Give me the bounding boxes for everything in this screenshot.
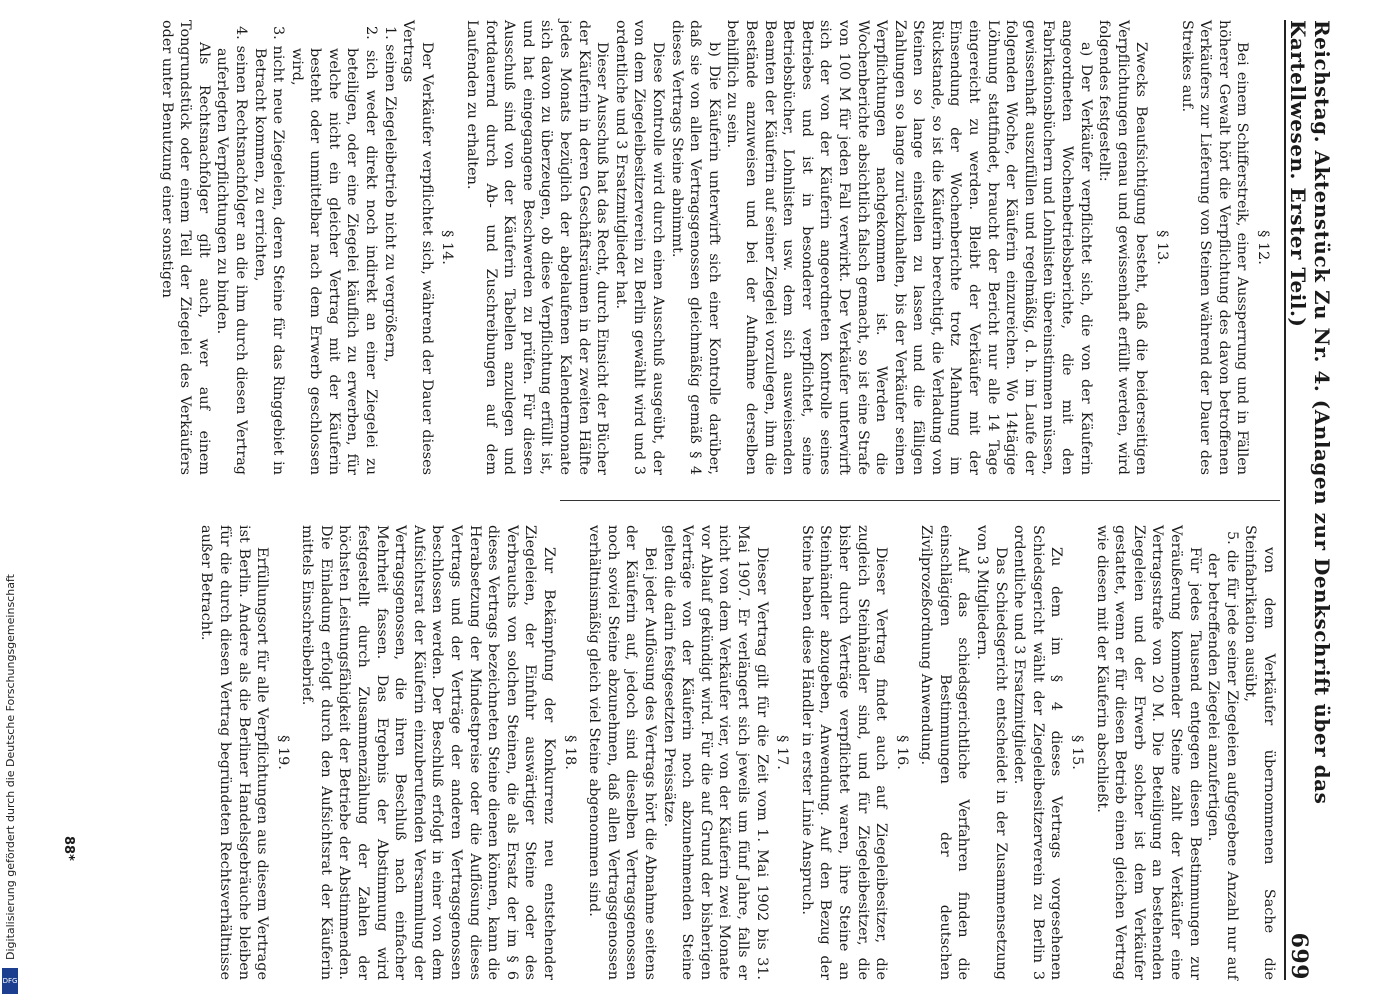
folio-number: 88* bbox=[61, 836, 76, 861]
paragraph: Dieser Ausschuß hat das Recht, durch Einsicht der Bücher der Käuferin in deren Geschäftsräumen in der zweiten Hälfte jedes Monats bezüglich der abgelaufenen Kalendermonate sich davon zu überzeugen, ob diese Verpflichtung erfüllt ist, und hat eingegangene Beschwerden zu prüfen. Für diesen Ausschuß sind von der Käuferin Tabellen anzulegen und fortdauernd durch Ab- und Zuschreibungen auf dem Laufenden zu erhalten. bbox=[464, 20, 611, 475]
paragraph: Dieser Vertrag gilt für die Zeit vom 1. Mai 1902 bis 31. Mai 1907. Er verlängert sich jeweils um fünf Jahre, falls er nicht von dem Verkäufer vier, von der Käuferin zwei Monate vor Ablauf gekündigt wird. Für die auf Grund der bisherigen Verträge von der Käuferin noch abzunehmenden Steine gelten die darin festgesetzten Preissätze. bbox=[660, 525, 770, 980]
dfg-logo bbox=[2, 968, 18, 994]
paragraph: a) Der Verkäufer verpflichtet sich, die von der Käuferin angeordneten Wochenbetriebsberichte, die mit den Fabrikationsbüchern und Lohnlisten übereinstimmen müssen, gewissenhaft auszufüllen und regelmäßig, d. h. im Laufe der folgenden Woche, der Käuferin einzureichen. Wo 14tägige Löhnung stattfindet, braucht der Bericht nur alle 14 Tage eingereicht zu werden. Bleibt der Verkäufer mit der Einsendung der Wochenberichte trotz Mahnung im Rückstande, so ist die Käuferin berechtigt, die Verladung von Steinen so lange einstellen zu lassen und die fälligen Zahlungen so lange zurückzuhalten, bis der Verkäufer seinen Verpflichtungen nachgekommen ist. Werden die Wochenberichte absichtlich falsch gemacht, so ist eine Strafe von 100 M für jeden Fall verwirkt. Der Verkäufer unterwirft sich der von der Käuferin angeordneten Kontrolle seines Betriebes und ist in besonderer verpflichtet, seine Betriebsbücher, Lohnlisten usw. dem sich ausweisenden Beamten der Käuferin auf seiner Ziegelei vorzulegen, ihm die Bestände anzuweisen und bei der Aufnahme derselben behilflich zu sein. bbox=[724, 20, 1094, 475]
section-heading: § 15. bbox=[1069, 735, 1086, 770]
paragraph: Erfüllungsort für alle Verpflichtungen aus diesem Vertrage ist Berlin. Andere als die Berliner Handelsgebräuche bleiben für die durch diesen Vertrag begründeten Rechtsverhältnisse außer Betracht. bbox=[198, 525, 271, 980]
section-heading: § 17. bbox=[774, 735, 791, 770]
section-heading: § 18. bbox=[561, 735, 578, 770]
list-item: 3. nicht neue Ziegeleien, deren Steine für das Ringgebiet in Betracht kommen, zu errichten, bbox=[251, 26, 287, 475]
section-heading: § 13. bbox=[1154, 230, 1171, 265]
list-item: 5. die für jede seiner Ziegeleien aufgegebene Anzahl nur auf der betreffenden Ziegelei anzufertigen. bbox=[1205, 531, 1240, 980]
paragraph: b) Die Käuferin unterwirft sich einer Kontrolle darüber, daß sie von allen Vertragsgenossen gleichmäßig gemäß § 4 dieses Vertrags Steine abnimmt. bbox=[668, 20, 722, 475]
dfg-logo-text: DFG bbox=[2, 977, 18, 985]
paragraph: Auf das schiedsgerichtliche Verfahren finden die einschlägigen Bestimmungen der deutschen Zivilprozeßordnung Anwendung. bbox=[918, 525, 972, 980]
list-item: 4. seinen Rechtsnachfolger an die ihm durch diesen Vertrag auferlegten Verpflichtungen zu binden. bbox=[214, 26, 249, 475]
section-heading: § 12. bbox=[1255, 230, 1271, 265]
paragraph: Bei jeder Auflösung des Vertrags hört die Abnahme seitens der Käuferin auf, jedoch sind dieselben Vertragsgenossen noch soviel Steine abzunehmen, daß allen Vertragsgenossen verhältnismäßig gleich viel Steine abgenommen sind. bbox=[586, 525, 658, 980]
paragraph: Für jedes Tausend entgegen diesen Bestimmungen zur Veräußerung kommender Steine zahlt der Verkäufer eine Vertragsstrafe von 20 M. Die Beteiligung an bestehenden Ziegeleien und der Erwerb solcher ist dem Verkäufer gestattet, wenn er für diesen Betrieb einen gleichen Vertrag wie diesen mit der Käuferin abschließt. bbox=[1093, 525, 1203, 980]
left-column bbox=[157, 20, 1278, 475]
list-item: 2. sich weder direkt noch indirekt an einer Ziegelei zu beteiligen, oder eine Ziegelei käuflich zu erwerben, für welche nicht ein gleicher Vertrag mit der Käuferin besteht oder unmittelbar nach dem Erwerb geschlossen wird, bbox=[288, 26, 380, 475]
paragraph: Der Verkäufer verpflichtet sich, während der Dauer dieses Vertrags bbox=[400, 20, 435, 475]
paragraph: Zur Bekämpfung der Konkurrenz neu entstehender Ziegeleien, der Einfuhr auswärtiger Steine oder des Verbrauchs von solchen Steinen, die als Ersatz der im § 6 dieses Vertrags bezeichneten Steine dienen können, kann die Herabsetzung der Mindestpreise oder die Auflösung dieses Vertrags und der Verträge der anderen Vertragsgenossen beschlossen werden. Der Beschluß erfolgt in einer von dem Aufsichtsrat der Käuferin einzuberufenden Versammlung der Vertragsgenossen, die ihren Beschluß nach einfacher Mehrheit fassen. Das Ergebnis der Abstimmung wird festgestellt durch Zusammenzählung der Zahlen der höchsten Leistungsfähigkeit der Betriebe der Abstimmenden. Die Einladung erfolgt durch den Aufsichtsrat der Käuferin mittels Einschreibebrief. bbox=[299, 525, 558, 980]
column-divider bbox=[560, 500, 1280, 501]
funding-note: Digitalisierung gefördert durch die Deutsche Forschungsgemeinschaft bbox=[4, 574, 17, 960]
paragraph: von dem Verkäufer übernommenen Sache die Steinfabrikation ausübt, bbox=[1242, 525, 1277, 980]
section-heading: § 14. bbox=[439, 230, 456, 265]
right-column bbox=[197, 525, 1278, 980]
paragraph: Diese Kontrolle wird durch einen Ausschuß ausgeübt, der von dem Ziegeleibesitzerverein zu Berlin gewählt wird und 3 ordentliche und 3 Ersatzmitglieder hat. bbox=[612, 20, 666, 475]
paragraph: Das Schiedsgericht entscheidet in der Zusammensetzung von 3 Mitgliedern. bbox=[974, 525, 1009, 980]
list-item: 1. seinen Ziegeleibetrieb nicht zu vergrößern, bbox=[381, 26, 398, 363]
paragraph: Bei einem Schifferstreik, einer Aussperrung und in Fällen höherer Gewalt hört die Verpflichtung des davon betroffenen Verkäufers zur Lieferung von Steinen während der Dauer des Streikes auf. bbox=[1178, 20, 1251, 475]
header-title: Reichstag. Aktenstück Zu Nr. 4. (Anlagen zur Denkschrift über das Kartellwesen. Erster Teil.) bbox=[1286, 20, 1334, 805]
section-heading: § 19. bbox=[274, 735, 291, 770]
paragraph: Zwecks Beaufsichtigung besteht, daß die beiderseitigen Verpflichtungen genau und gewissenhaft erfüllt werden, wird folgendes festgestellt: bbox=[1096, 20, 1150, 475]
paragraph: Dieser Vertrag findet auch auf Ziegeleibesitzer, die zugleich Steinhändler sind, und für Ziegeleibesitzer, die bisher durch Verträge verpflichtet waren, ihre Steine an Steinhändler abzugeben, Anwendung. Auf den Bezug der Steine haben diese Händler in erster Linie Anspruch. bbox=[798, 525, 890, 980]
paragraph: Zu dem im § 4 dieses Vertrags vorgesehenen Schiedsgericht wählt der Ziegeleibesitzerverein zu Berlin 3 ordentliche und 3 Ersatzmitglieder. bbox=[1011, 525, 1065, 980]
running-header bbox=[1284, 20, 1334, 980]
page-number: 699 bbox=[1286, 932, 1312, 980]
section-heading: § 16. bbox=[893, 735, 910, 770]
rotated-document-page bbox=[0, 20, 1340, 980]
paragraph: Als Rechtsnachfolger gilt auch, wer auf einem Tongrundstück oder einem Teil der Ziegelei des Verkäufers oder unter Benutzung einer sonstigen bbox=[158, 20, 212, 475]
